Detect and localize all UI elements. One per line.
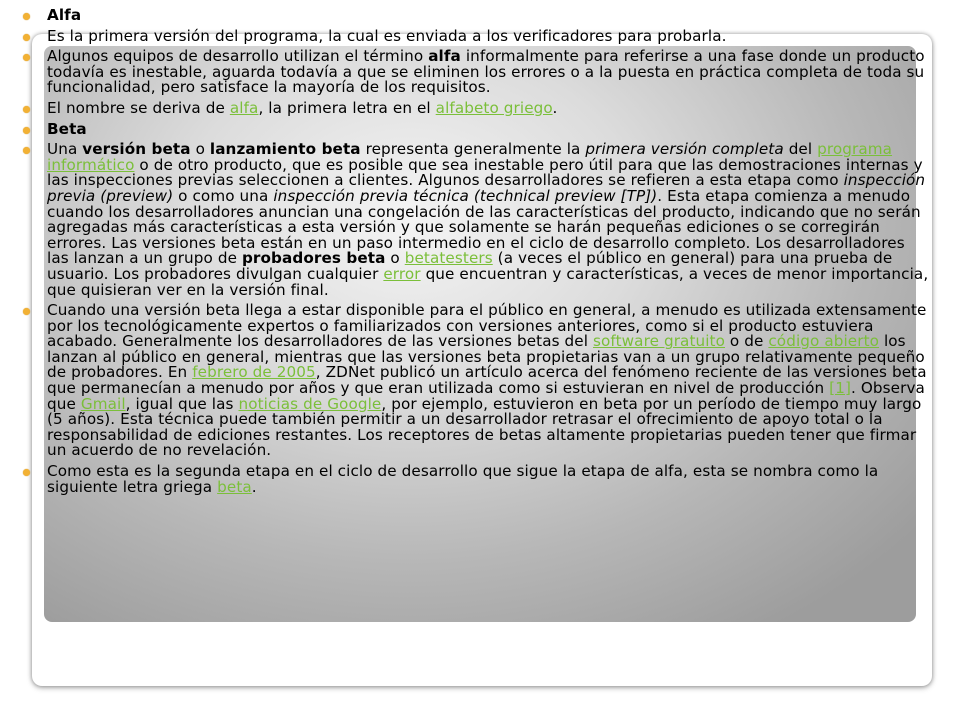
paragraph-text: Es la primera versión del programa, la cual es enviada a los verificadores para probarla. xyxy=(47,26,727,45)
alfa-heading: Alfa xyxy=(47,6,82,24)
list-item-p2 xyxy=(20,49,930,96)
paragraph-text: , la primera letra en el xyxy=(258,98,436,117)
paragraph-text: o como una xyxy=(173,186,274,205)
italic-term: inspección previa (preview) xyxy=(47,171,926,205)
paragraph-text: Cuando una versión beta llega a estar disponible para el público en general, a menudo es utilizada extensamente por los tecnológicamente expertos o familiarizados con versiones anteriores, como si el producto estuviera acabado. Generalmente los desarrolladores de las versiones betas del xyxy=(47,301,927,351)
list-item-p5 xyxy=(20,303,930,459)
link-reference-1[interactable]: [1] xyxy=(829,379,851,398)
paragraph-text: Algunos equipos de desarrollo utilizan el término xyxy=(47,47,429,66)
link-gmail[interactable]: Gmail xyxy=(80,394,126,413)
link-software-gratuito[interactable]: software gratuito xyxy=(593,332,725,351)
link-alfa[interactable]: alfa xyxy=(229,98,259,117)
paragraph-text: o de xyxy=(725,332,769,351)
italic-term: primera versión completa xyxy=(585,140,784,159)
paragraph-text: o xyxy=(190,140,210,159)
link-beta[interactable]: beta xyxy=(217,477,252,496)
paragraph-text: que encuentran y características, a veces de menor importancia, que quisieran ver en la versión final. xyxy=(47,264,929,299)
link-noticias-google[interactable]: noticias de Google xyxy=(238,394,382,413)
paragraph-text: . xyxy=(552,98,558,117)
paragraph-text: o xyxy=(385,249,405,268)
link-programa-informatico[interactable]: programa informático xyxy=(47,140,893,174)
bold-term: probadores beta xyxy=(241,249,386,268)
paragraph-text: , por ejemplo, estuvieron en beta por un período de tiempo muy largo (5 años). Esta técnica puede también permitir a un desarrollador retrasar el ofrecimiento de apoyo total o la responsabilidad de ediciones restantes. Los receptores de betas altamente propietarias pueden tener que firmar un acuerdo de no revelación. xyxy=(47,394,922,460)
list-item-p3 xyxy=(20,98,930,117)
paragraph-text: . Observa que xyxy=(47,379,925,413)
list-item-p1 xyxy=(20,26,930,45)
link-febrero-2005[interactable]: febrero de 2005 xyxy=(192,363,316,382)
paragraph-text: Como esta es la segunda etapa en el ciclo de desarrollo que sigue la etapa de alfa, esta se nombra como la siguiente letra griega xyxy=(47,462,879,496)
list-item-p4 xyxy=(20,142,930,298)
link-error[interactable]: error xyxy=(383,264,421,283)
italic-term: inspección previa técnica (technical preview [TP]) xyxy=(273,186,658,205)
paragraph-text: o de otro producto, que es posible que sea inestable pero útil para que las demostraciones internas y las inspecciones previas seleccionen a clientes. Algunos desarrolladores se refieren a esta etapa como xyxy=(47,155,923,190)
link-codigo-abierto[interactable]: código abierto xyxy=(768,332,880,351)
paragraph-text: del xyxy=(783,140,818,159)
list-item-beta-heading xyxy=(20,119,930,138)
paragraph-text: Una xyxy=(47,140,83,159)
paragraph-text: , ZDNet publicó un artículo acerca del fenómeno reciente de las versiones beta que permanecían a menudo por años y que eran utilizada como si estuvieran en nivel de producción xyxy=(47,363,927,398)
paragraph-text: representa generalmente la xyxy=(360,140,586,159)
paragraph-text: (a veces el público en general) para una prueba de usuario. Los probadores divulgan cualquier xyxy=(47,249,893,283)
paragraph-text: El nombre se deriva de xyxy=(47,98,230,117)
paragraph-text: , igual que las xyxy=(125,394,239,413)
link-betatesters[interactable]: betatesters xyxy=(404,249,493,268)
list-item-p6 xyxy=(20,464,930,495)
bold-term: lanzamiento beta xyxy=(209,140,361,159)
paragraph-text: . xyxy=(251,477,257,496)
link-alfabeto-griego[interactable]: alfabeto griego xyxy=(435,98,553,117)
paragraph-text: . Esta etapa comienza a menudo cuando los desarrolladores anuncian una congelación de las características del producto, indicando que no serán agregadas más características a esta versión y que solamente se harán pequeñas ediciones o se corregirán errores. Las versiones beta están en un paso intermedio en el ciclo de desarrollo completo. Los desarrolladores las lanzan a un grupo de xyxy=(47,186,921,268)
bold-term: versión beta xyxy=(82,140,191,159)
paragraph-text: informalmente para referirse a una fase donde un producto todavía es inestable, aguarda todavía a que se eliminen los errores o a la puesta en práctica completa de toda su funcionalidad, pero satisface la mayoría de los requisitos. xyxy=(47,47,925,97)
beta-heading: Beta xyxy=(47,119,87,138)
bold-term-alfa: alfa xyxy=(428,47,461,66)
paragraph-text: los lanzan al público en general, mientras que las versiones beta propietarias van a un grupo relativamente pequeño de probadores. En xyxy=(47,332,925,382)
list-item-alfa-heading xyxy=(20,8,930,24)
bullet-list xyxy=(20,8,930,500)
